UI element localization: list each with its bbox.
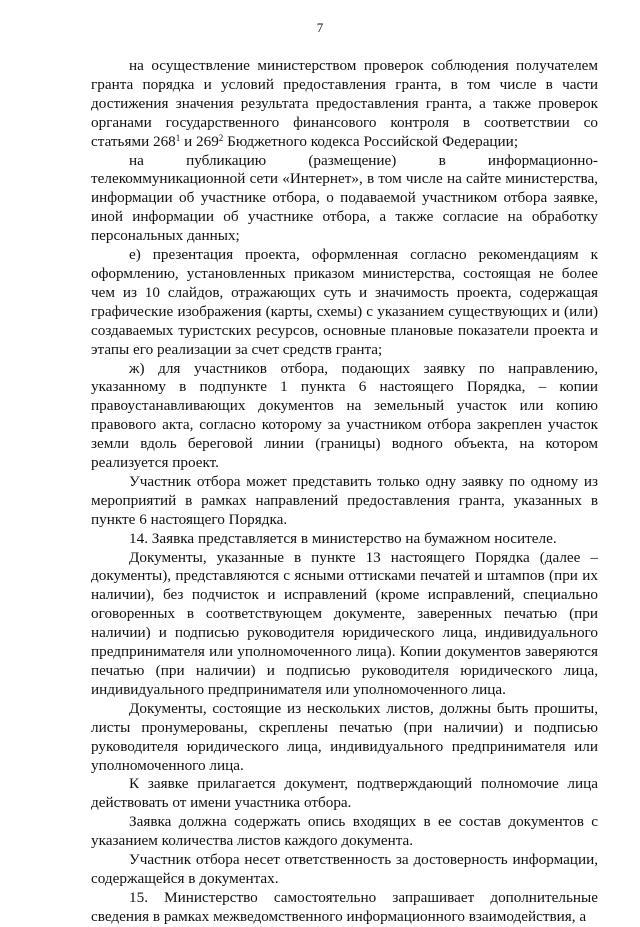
- paragraph-publication-consent: на публикацию (размещение) в информационно-телекоммуникационной сети «Интернет», в том числе на сайте министерства, информации об участнике отбора, о подаваемой участником отбора заявке, иной информации об участнике отбора, а также согласие на обработку персональных данных;: [91, 151, 598, 245]
- paragraph-item-zh: ж) для участников отбора, подающих заявку по направлению, указанному в подпункте 1 пункта 6 настоящего Порядка, – копии правоустанавливающих документов на земельный участок или копию правового акта, согласно которому за участником отбора закреплен участок земли вдоль береговой линии (границы) водного объекта, на котором реализуется проект.: [91, 359, 598, 472]
- paragraph-inventory: Заявка должна содержать опись входящих в ее состав документов с указанием количества листов каждого документа.: [91, 813, 598, 850]
- paragraph-text: на осуществление министерством проверок соблюдения получателем гранта порядка и условий предоставления гранта, в том числе в части достижения значения результата предоставления гранта, а также проверок органами государственного финансового контроля в соответствии со статьями 268: [91, 57, 598, 150]
- document-body: [91, 57, 598, 927]
- superscript: 2: [218, 132, 224, 143]
- paragraph-documents: Документы, указанные в пункте 13 настоящего Порядка (далее – документы), представляются с ясными оттисками печатей и штампов (при их наличии), без подчисток и исправлений (кроме исправлений, специально оговоренных в соответствующем документе, заверенных печатью (при наличии) и подписью руководителя юридического лица, индивидуального предпринимателя или уполномоченного лица). Копии документов заверяются печатью (при наличии) и подписью руководителя юридического лица, индивидуального предпринимателя или уполномоченного лица.: [91, 548, 598, 698]
- paragraph-responsibility: Участник отбора несет ответственность за достоверность информации, содержащейся в документах.: [91, 851, 598, 887]
- paragraph-multi-sheet: Документы, состоящие из нескольких листов, должны быть прошиты, листы пронумерованы, скреплены печатью (при наличии) и подписью руководителя юридического лица, индивидуального предпринимателя или уполномоченного лица.: [91, 699, 598, 774]
- paragraph-item-e: е) презентация проекта, оформленная согласно рекомендациям к оформлению, установленных приказом министерства, состоящая не более чем из 10 слайдов, отражающих суть и значимость проекта, содержащая графические изображения (карты, схемы) с указанием существующих и (или) создаваемых туристских ресурсов, основные плановые показатели проекта и этапы его реализации за счет средств гранта;: [91, 246, 598, 358]
- paragraph-15: 15. Министерство самостоятельно запрашивает дополнительные сведения в рамках межведомственного информационного взаимодействия, а: [91, 888, 598, 925]
- paragraph-text: Бюджетного кодекса Российской Федерации;: [223, 132, 519, 150]
- paragraph-text: и 269: [180, 132, 219, 150]
- paragraph-one-application: Участник отбора может представить только одну заявку по одному из мероприятий в рамках направлений предоставления гранта, указанных в пункте 6 настоящего Порядка.: [91, 472, 598, 528]
- paragraph-authority: К заявке прилагается документ, подтверждающий полномочие лица действовать от имени участника отбора.: [91, 775, 598, 812]
- page-number: 7: [316, 20, 324, 35]
- paragraph-audit-consent: [91, 57, 598, 152]
- paragraph-14: 14. Заявка представляется в министерство на бумажном носителе.: [129, 529, 557, 547]
- superscript: 1: [175, 132, 181, 143]
